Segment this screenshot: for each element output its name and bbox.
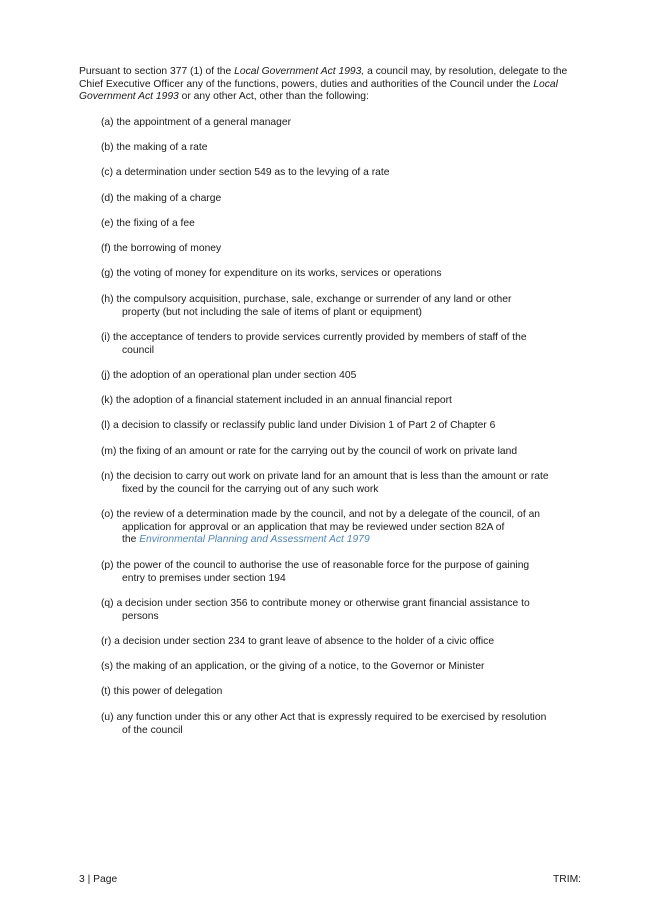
- list-item-j: (j) the adoption of an operational plan under section 405: [101, 370, 357, 381]
- list-item-t: (t) this power of delegation: [101, 686, 223, 697]
- list-item-n: (n) the decision to carry out work on private land for an amount that is less than the amount or rate fixed by the council for the carrying out of any such work: [101, 471, 549, 495]
- intro-text-1: Pursuant to section 377 (1) of the: [79, 66, 235, 77]
- list-item-f: (f) the borrowing of money: [101, 243, 222, 254]
- list-item-g: (g) the voting of money for expenditure on its works, services or operations: [101, 268, 442, 279]
- act-title-1: Local Government Act 1993,: [234, 66, 365, 77]
- intro-paragraph: [79, 66, 589, 104]
- list-item-l: (l) a decision to classify or reclassify public land under Division 1 of Part 2 of Chapter 6: [101, 420, 496, 431]
- act-title-2: Local Government Act 1993: [79, 78, 558, 103]
- list-item-o: (o) the review of a determination made by the council, and not by a delegate of the council, of an application for approval or an application that may be reviewed under section 82A of the Environmental Planning and Assessment Act 1979: [101, 509, 541, 546]
- list-item-i: (i) the acceptance of tenders to provide services currently provided by members of staff of the council: [101, 332, 527, 356]
- list-item-q: (q) a decision under section 356 to contribute money or otherwise grant financial assistance to persons: [101, 598, 530, 622]
- list-item-p: (p) the power of the council to authorise the use of reasonable force for the purpose of gaining entry to premises under section 194: [101, 560, 530, 584]
- list-item-e: (e) the fixing of a fee: [101, 218, 195, 229]
- trim-reference: TRIM:: [553, 874, 582, 885]
- list-item-d: (d) the making of a charge: [101, 193, 222, 204]
- list-item-m: (m) the fixing of an amount or rate for the carrying out by the council of work on private land: [101, 446, 518, 457]
- list-item-h: (h) the compulsory acquisition, purchase, sale, exchange or surrender of any land or other property (but not including the sale of items of plant or equipment): [101, 294, 512, 318]
- intro-text-3: or any other Act, other than the following:: [178, 91, 369, 103]
- act-link[interactable]: Environmental Planning and Assessment Act 1979: [139, 534, 370, 546]
- list-item-b: (b) the making of a rate: [101, 142, 208, 153]
- list-item-k: (k) the adoption of a financial statement included in an annual financial report: [101, 395, 452, 406]
- list-item-r: (r) a decision under section 234 to grant leave of absence to the holder of a civic office: [101, 636, 495, 647]
- intro-text-2: a council may, by resolution, delegate to the Chief Executive Officer any of the functions, powers, duties and authorities of the Council under the: [79, 66, 568, 90]
- list-item-c: (c) a determination under section 549 as to the levying of a rate: [101, 167, 390, 178]
- list-item-a: (a) the appointment of a general manager: [101, 117, 292, 128]
- list-item-u: (u) any function under this or any other Act that is expressly required to be exercised by resolution of the council: [101, 712, 547, 736]
- list-item-s: (s) the making of an application, or the giving of a notice, to the Governor or Minister: [101, 661, 485, 672]
- page-number: 3 | Page: [79, 874, 118, 885]
